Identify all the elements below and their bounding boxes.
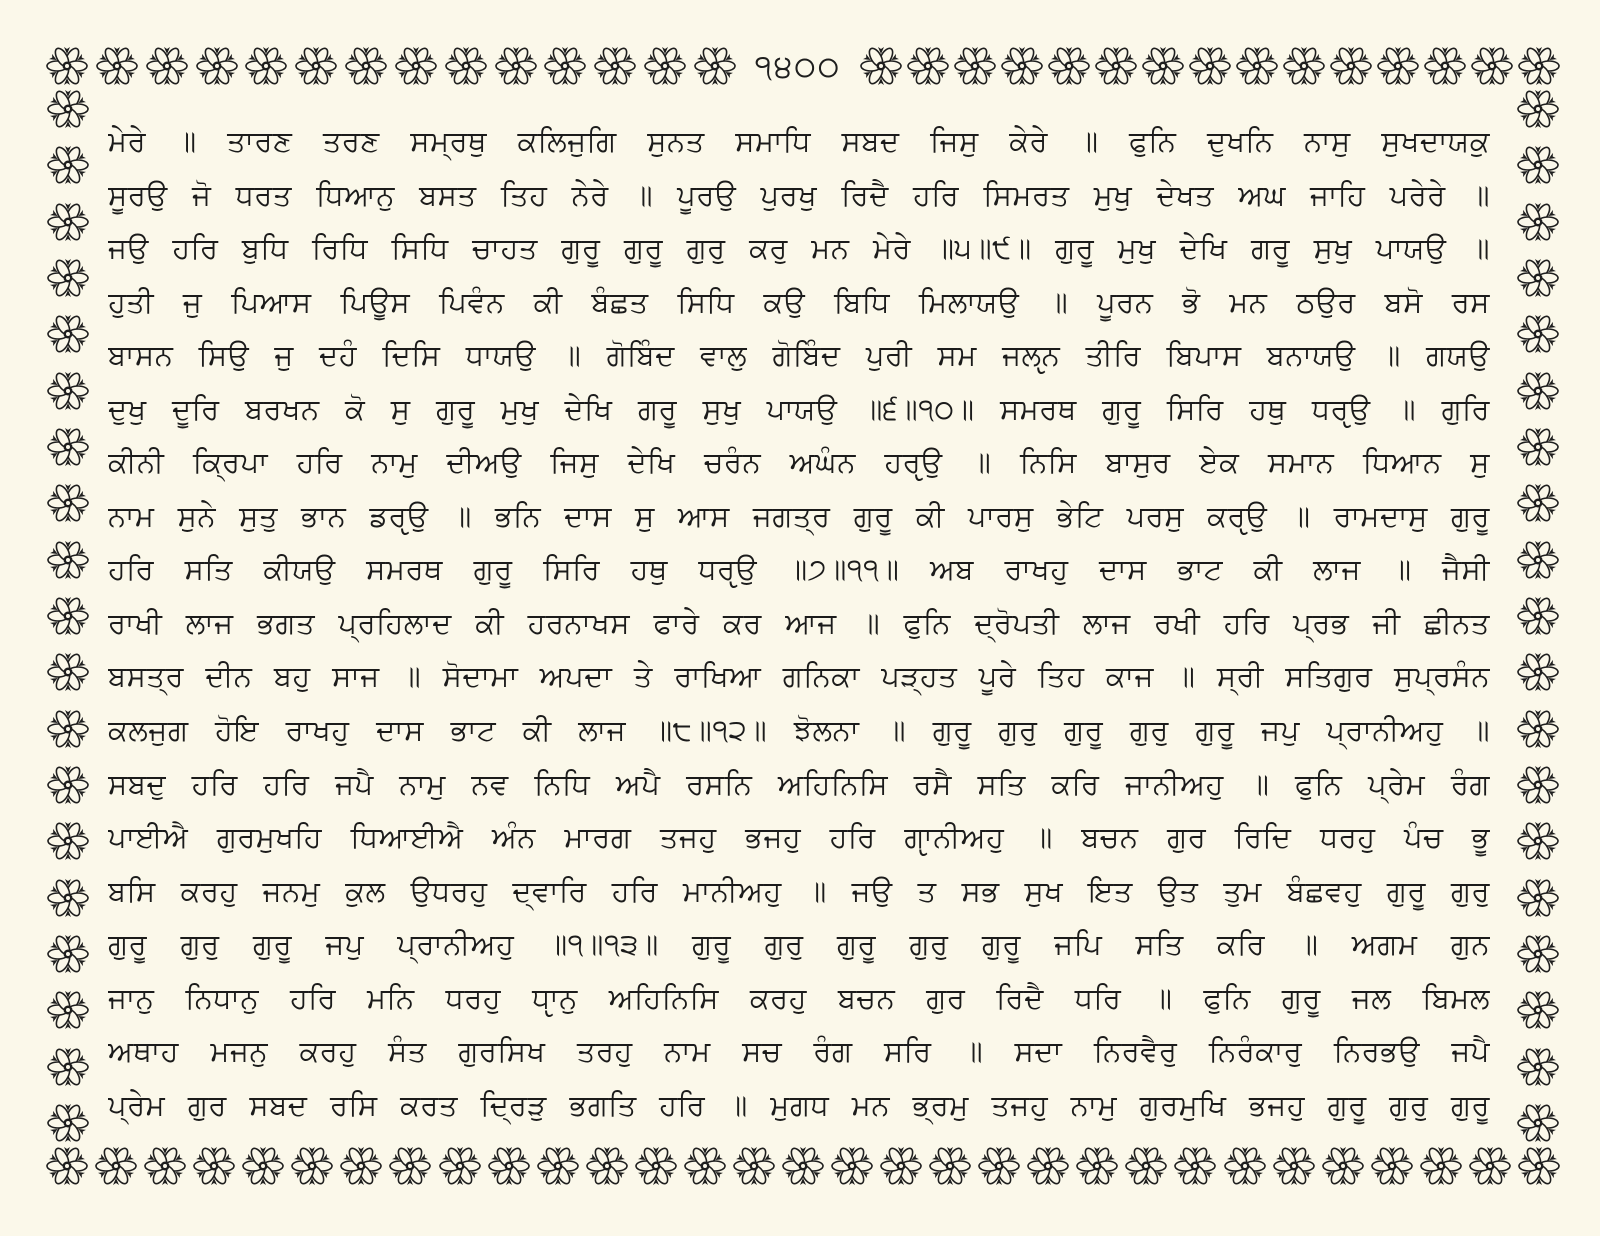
flower-ornament-icon bbox=[1517, 595, 1559, 637]
flower-ornament-icon bbox=[47, 370, 89, 412]
text-line: ਰਾਖੀ ਲਾਜ ਭਗਤ ਪ੍ਰਹਿਲਾਦ ਕੀ ਹਰਨਾਖਸ ਫਾਰੇ ਕਰ ਆਜ ॥ ਫੁਨਿ ਦ੍ਰੋਪਤੀ ਲਾਜ ਰਖੀ ਹਰਿ ਪ੍ਰਭ ਜੀ ਛੀਨਤ bbox=[108, 605, 1490, 640]
text-line: ਬਾਸਨ ਸਿਉ ਜੁ ਦਹੰ ਦਿਸਿ ਧਾਯਉ ॥ ਗੋਬਿੰਦ ਵਾਲੁ ਗੋਬਿੰਦ ਪੁਰੀ ਸਮ ਜਲੵਨ ਤੀਰਿ ਬਿਪਾਸ ਬਨਾਯਉ ॥ ਗਯਉ bbox=[108, 338, 1490, 373]
text-line: ਹਰਿ ਸਤਿ ਕੀਯਉ ਸਮਰਥ ਗੁਰੂ ਸਿਰਿ ਹਥੁ ਧਰੵਉ ॥੭॥੧੧॥ ਅਬ ਰਾਖਹੁ ਦਾਸ ਭਾਟ ਕੀ ਲਾਜ ॥ ਜੈਸੀ bbox=[108, 552, 1490, 587]
flower-ornament-icon bbox=[1224, 1145, 1266, 1187]
flower-ornament-icon bbox=[242, 1145, 284, 1187]
flower-ornament-icon bbox=[954, 45, 996, 87]
flower-ornament-icon bbox=[537, 1145, 579, 1187]
flower-ornament-icon bbox=[46, 1145, 88, 1187]
flower-ornament-icon bbox=[1517, 201, 1559, 243]
flower-ornament-icon bbox=[1125, 1145, 1167, 1187]
flower-ornament-icon bbox=[193, 1145, 235, 1187]
flower-ornament-icon bbox=[291, 1145, 333, 1187]
text-line: ਗੁਰੂ ਗੁਰੁ ਗੁਰੂ ਜਪੁ ਪ੍ਰਾਨੀਅਹੁ ॥੧॥੧੩॥ ਗੁਰੂ ਗੁਰੁ ਗੁਰੂ ਗੁਰੁ ਗੁਰੂ ਜਪਿ ਸਤਿ ਕਰਿ ॥ ਅਗਮ ਗੁਨ bbox=[108, 927, 1490, 962]
flower-ornament-icon bbox=[1420, 1145, 1462, 1187]
flower-ornament-icon bbox=[47, 482, 89, 524]
flower-ornament-icon bbox=[395, 45, 437, 87]
flower-ornament-icon bbox=[488, 1145, 530, 1187]
text-line: ਪਾਈਐ ਗੁਰਮੁਖਹਿ ਧਿਆਈਐ ਅੰਨ ਮਾਰਗ ਤਜਹੁ ਭਜਹੁ ਹਰਿ ਗੵਾਨੀਅਹੁ ॥ ਬਚਨ ਗੁਰ ਰਿਦਿ ਧਰਹੁ ਪੰਚ ਭੂ bbox=[108, 820, 1490, 855]
flower-ornament-icon bbox=[586, 1145, 628, 1187]
flower-ornament-icon bbox=[1322, 1145, 1364, 1187]
flower-ornament-icon bbox=[47, 539, 89, 581]
text-line: ਕਲਜੁਗ ਹੋਇ ਰਾਖਹੁ ਦਾਸ ਭਾਟ ਕੀ ਲਾਜ ॥੮॥੧੨॥ ਝੋਲਨਾ ॥ ਗੁਰੂ ਗੁਰੁ ਗੁਰੂ ਗੁਰੁ ਗੁਰੂ ਜਪੁ ਪ੍ਰਾਨੀਅਹੁ ॥ bbox=[108, 713, 1490, 748]
flower-ornament-icon bbox=[47, 257, 89, 299]
scripture-text-block bbox=[108, 118, 1490, 1128]
flower-ornament-icon bbox=[1517, 257, 1559, 299]
flower-ornament-icon bbox=[1330, 45, 1372, 87]
flower-ornament-icon bbox=[1273, 1145, 1315, 1187]
flower-ornament-icon bbox=[47, 820, 89, 862]
text-line: ਸਬਦੁ ਹਰਿ ਹਰਿ ਜਪੈ ਨਾਮੁ ਨਵ ਨਿਧਿ ਅਪੈ ਰਸਨਿ ਅਹਿਨਿਸਿ ਰਸੈ ਸਤਿ ਕਰਿ ਜਾਨੀਅਹੁ ॥ ਫੁਨਿ ਪ੍ਰੇਮ ਰੰਗ bbox=[108, 766, 1490, 801]
flower-ornament-icon bbox=[544, 45, 586, 87]
flower-ornament-icon bbox=[47, 1046, 89, 1088]
flower-ornament-icon bbox=[47, 201, 89, 243]
flower-ornament-icon bbox=[47, 144, 89, 186]
flower-ornament-icon bbox=[1517, 539, 1559, 581]
flower-ornament-icon bbox=[1517, 651, 1559, 693]
flower-ornament-icon bbox=[95, 1145, 137, 1187]
flower-ornament-icon bbox=[1076, 1145, 1118, 1187]
flower-ornament-icon bbox=[47, 933, 89, 975]
flower-ornament-icon bbox=[907, 45, 949, 87]
flower-ornament-icon bbox=[1517, 482, 1559, 524]
flower-ornament-icon bbox=[1283, 45, 1325, 87]
flower-ornament-icon bbox=[1518, 1145, 1560, 1187]
flower-ornament-icon bbox=[1518, 45, 1560, 87]
flower-ornament-icon bbox=[1517, 1102, 1559, 1144]
flower-ornament-icon bbox=[340, 1145, 382, 1187]
flower-ornament-icon bbox=[1517, 708, 1559, 750]
flower-ornament-icon bbox=[1001, 45, 1043, 87]
flower-ornament-icon bbox=[1517, 933, 1559, 975]
flower-ornament-icon bbox=[1236, 45, 1278, 87]
flower-ornament-icon bbox=[144, 1145, 186, 1187]
flower-ornament-icon bbox=[880, 1145, 922, 1187]
flower-ornament-icon bbox=[1517, 88, 1559, 130]
flower-ornament-icon bbox=[47, 708, 89, 750]
flower-ornament-icon bbox=[733, 1145, 775, 1187]
flower-ornament-icon bbox=[495, 45, 537, 87]
flower-ornament-icon bbox=[594, 45, 636, 87]
flower-ornament-icon bbox=[146, 45, 188, 87]
flower-ornament-icon bbox=[1517, 370, 1559, 412]
flower-ornament-icon bbox=[644, 45, 686, 87]
flower-ornament-icon bbox=[929, 1145, 971, 1187]
flower-ornament-icon bbox=[694, 45, 736, 87]
border-bottom bbox=[46, 1144, 1560, 1188]
flower-ornament-icon bbox=[1517, 820, 1559, 862]
flower-ornament-icon bbox=[1027, 1145, 1069, 1187]
flower-ornament-icon bbox=[47, 88, 89, 130]
flower-ornament-icon bbox=[978, 1145, 1020, 1187]
flower-ornament-icon bbox=[96, 45, 138, 87]
flower-ornament-icon bbox=[1424, 45, 1466, 87]
flower-ornament-icon bbox=[1371, 1145, 1413, 1187]
flower-ornament-icon bbox=[47, 426, 89, 468]
flower-ornament-icon bbox=[1517, 144, 1559, 186]
flower-ornament-icon bbox=[1471, 45, 1513, 87]
flower-ornament-icon bbox=[1189, 45, 1231, 87]
text-line: ਬਸਤ੍ਰ ਦੀਨ ਬਹੁ ਸਾਜ ॥ ਸੋਦਾਮਾ ਅਪਦਾ ਤੇ ਰਾਖਿਆ ਗਨਿਕਾ ਪੜ੍ਹਤ ਪੂਰੇ ਤਿਹ ਕਾਜ ॥ ਸ੍ਰੀ ਸਤਿਗੁਰ ਸੁਪ੍ਰਸੰਨ bbox=[108, 659, 1490, 694]
flower-ornament-icon bbox=[1517, 1046, 1559, 1088]
flower-ornament-icon bbox=[1174, 1145, 1216, 1187]
flower-ornament-icon bbox=[196, 45, 238, 87]
border-left bbox=[46, 88, 90, 1144]
flower-ornament-icon bbox=[47, 313, 89, 355]
border-top-right bbox=[860, 44, 1560, 88]
flower-ornament-icon bbox=[684, 1145, 726, 1187]
flower-ornament-icon bbox=[1142, 45, 1184, 87]
flower-ornament-icon bbox=[389, 1145, 431, 1187]
flower-ornament-icon bbox=[47, 595, 89, 637]
flower-ornament-icon bbox=[47, 989, 89, 1031]
flower-ornament-icon bbox=[47, 877, 89, 919]
text-line: ਅਥਾਹ ਮਜਨੁ ਕਰਹੁ ਸੰਤ ਗੁਰਸਿਖ ਤਰਹੁ ਨਾਮ ਸਚ ਰੰਗ ਸਰਿ ॥ ਸਦਾ ਨਿਰਵੈਰੁ ਨਿਰੰਕਾਰੁ ਨਿਰਭਉ ਜਪੈ bbox=[108, 1034, 1490, 1069]
border-right bbox=[1516, 88, 1560, 1144]
flower-ornament-icon bbox=[1517, 426, 1559, 468]
flower-ornament-icon bbox=[1377, 45, 1419, 87]
text-line: ਬਸਿ ਕਰਹੁ ਜਨਮੁ ਕੁਲ ਉਧਰਹੁ ਦ੍ਵਾਰਿ ਹਰਿ ਮਾਨੀਅਹੁ ॥ ਜਉ ਤ ਸਭ ਸੁਖ ਇਤ ਉਤ ਤੁਮ ਬੰਛਵਹੁ ਗੁਰੂ ਗੁਰੁ bbox=[108, 873, 1490, 908]
flower-ornament-icon bbox=[47, 1102, 89, 1144]
text-line: ਹੁਤੀ ਜੁ ਪਿਆਸ ਪਿਊਸ ਪਿਵੰਨ ਕੀ ਬੰਛਤ ਸਿਧਿ ਕਉ ਬਿਧਿ ਮਿਲਾਯਉ ॥ ਪੂਰਨ ਭੋ ਮਨ ਠਉਰ ਬਸੋ ਰਸ bbox=[108, 284, 1490, 319]
flower-ornament-icon bbox=[345, 45, 387, 87]
flower-ornament-icon bbox=[47, 764, 89, 806]
flower-ornament-icon bbox=[439, 1145, 481, 1187]
text-line: ਜਉ ਹਰਿ ਬੁਧਿ ਰਿਧਿ ਸਿਧਿ ਚਾਹਤ ਗੁਰੂ ਗੁਰੂ ਗੁਰੁ ਕਰੁ ਮਨ ਮੇਰੇ ॥੫॥੯॥ ਗੁਰੂ ਮੁਖੁ ਦੇਖਿ ਗਰੂ ਸੁਖੁ ਪਾਯਉ ॥ bbox=[108, 231, 1490, 266]
flower-ornament-icon bbox=[635, 1145, 677, 1187]
flower-ornament-icon bbox=[1517, 989, 1559, 1031]
border-top-left bbox=[46, 44, 736, 88]
flower-ornament-icon bbox=[47, 651, 89, 693]
flower-ornament-icon bbox=[245, 45, 287, 87]
flower-ornament-icon bbox=[1469, 1145, 1511, 1187]
text-line: ਮੇਰੇ ॥ ਤਾਰਣ ਤਰਣ ਸਮ੍ਰਥੁ ਕਲਿਜੁਗਿ ਸੁਨਤ ਸਮਾਧਿ ਸਬਦ ਜਿਸੁ ਕੇਰੇ ॥ ਫੁਨਿ ਦੁਖਨਿ ਨਾਸੁ ਸੁਖਦਾਯਕੁ bbox=[108, 124, 1490, 158]
flower-ornament-icon bbox=[1517, 877, 1559, 919]
text-line: ਨਾਮ ਸੁਨੇ ਸੁਤੁ ਭਾਨ ਡਰੵਉ ॥ ਭਨਿ ਦਾਸ ਸੁ ਆਸ ਜਗਤ੍ਰ ਗੁਰੂ ਕੀ ਪਾਰਸੁ ਭੇਟਿ ਪਰਸੁ ਕਰੵਉ ॥ ਰਾਮਦਾਸੁ ਗੁਰੂ bbox=[108, 498, 1490, 533]
page-number: ੧੪੦੦ bbox=[754, 47, 842, 85]
flower-ornament-icon bbox=[1095, 45, 1137, 87]
flower-ornament-icon bbox=[295, 45, 337, 87]
flower-ornament-icon bbox=[831, 1145, 873, 1187]
flower-ornament-icon bbox=[1517, 313, 1559, 355]
flower-ornament-icon bbox=[1517, 764, 1559, 806]
text-line: ਦੁਖੁ ਦੂਰਿ ਬਰਖਨ ਕੋ ਸੁ ਗੁਰੂ ਮੁਖੁ ਦੇਖਿ ਗਰੂ ਸੁਖੁ ਪਾਯਉ ॥੬॥੧੦॥ ਸਮਰਥ ਗੁਰੂ ਸਿਰਿ ਹਥੁ ਧਰੵਉ ॥ ਗੁਰਿ bbox=[108, 391, 1490, 426]
flower-ornament-icon bbox=[782, 1145, 824, 1187]
text-line: ਕੀਨੀ ਕ੍ਰਿਪਾ ਹਰਿ ਨਾਮੁ ਦੀਅਉ ਜਿਸੁ ਦੇਖਿ ਚਰੰਨ ਅਘੰਨ ਹਰੵਉ ॥ ਨਿਸਿ ਬਾਸੁਰ ਏਕ ਸਮਾਨ ਧਿਆਨ ਸੁ bbox=[108, 445, 1490, 480]
flower-ornament-icon bbox=[1048, 45, 1090, 87]
flower-ornament-icon bbox=[46, 45, 88, 87]
text-line: ਸੂਰਉ ਜੋ ਧਰਤ ਧਿਆਨੁ ਬਸਤ ਤਿਹ ਨੇਰੇ ॥ ਪੂਰਉ ਪੁਰਖੁ ਰਿਦੈ ਹਰਿ ਸਿਮਰਤ ਮੁਖੁ ਦੇਖਤ ਅਘ ਜਾਹਿ ਪਰੇਰੇ ॥ bbox=[108, 177, 1490, 212]
text-line: ਜਾਨੁ ਨਿਧਾਨੁ ਹਰਿ ਮਨਿ ਧਰਹੁ ਧੵਾਨੁ ਅਹਿਨਿਸਿ ਕਰਹੁ ਬਚਨ ਗੁਰ ਰਿਦੈ ਧਰਿ ॥ ਫੁਨਿ ਗੁਰੂ ਜਲ ਬਿਮਲ bbox=[108, 980, 1490, 1015]
flower-ornament-icon bbox=[860, 45, 902, 87]
text-line: ਪ੍ਰੇਮ ਗੁਰ ਸਬਦ ਰਸਿ ਕਰਤ ਦ੍ਰਿੜੁ ਭਗਤਿ ਹਰਿ ॥ ਮੁਗਧ ਮਨ ਭ੍ਰਮੁ ਤਜਹੁ ਨਾਮੁ ਗੁਰਮੁਖਿ ਭਜਹੁ ਗੁਰੂ ਗੁਰੁ ਗੁਰੂ bbox=[108, 1087, 1490, 1122]
flower-ornament-icon bbox=[445, 45, 487, 87]
